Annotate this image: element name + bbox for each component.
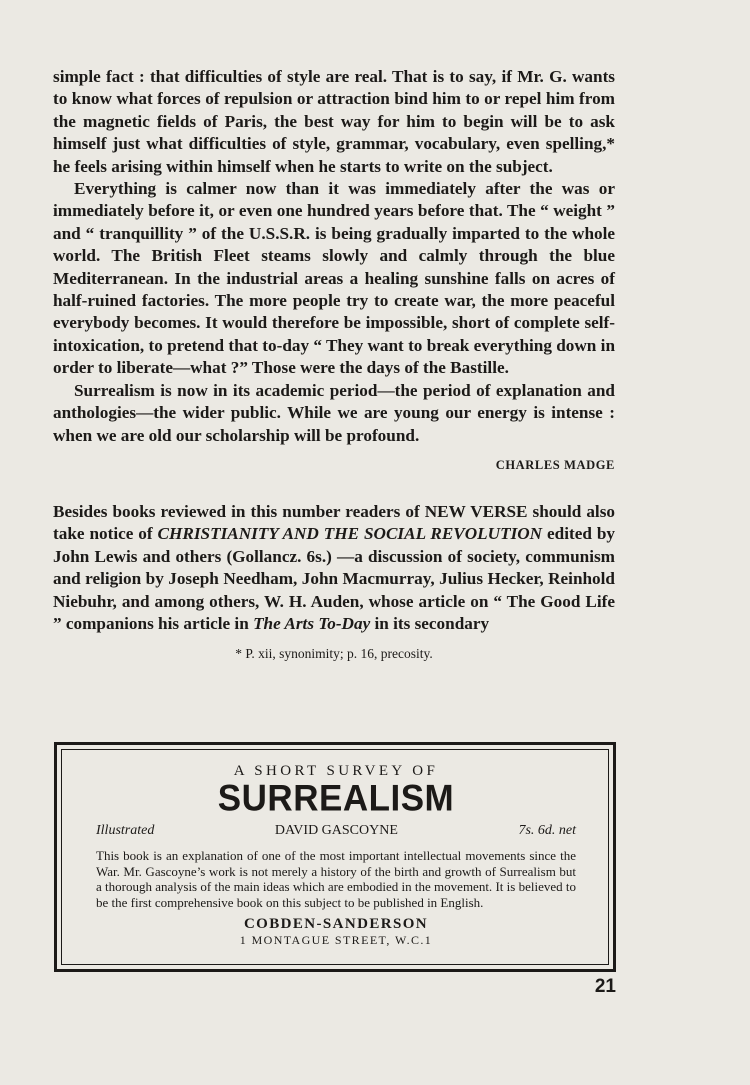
advert-address: 1 MONTAGUE STREET, W.C.1 <box>239 933 433 947</box>
article-paragraph-2: Everything is calmer now than it was immediately after the was or immediately before it, or even one hundred years before that. The “ weight ” and “ tranquillity ” of the U.S.S.R. is being gradually imparted to the whole world. The British Fleet steams slowly and calmly through the blue Mediterranean. In the industrial areas a healing sunshine falls on acres of half-ruined factories. The more people try to create war, the more peaceful everybody becomes. It would therefore be impossible, short of complete self-intoxication, to pretend that to-day “ They want to break everything down in order to liberate—what ?” Those were the days of the Bastille. <box>53 179 615 378</box>
advert-publisher: COBDEN-SANDERSON <box>243 916 429 932</box>
book-notice <box>53 501 615 635</box>
advert-title: SURREALISM <box>217 778 455 819</box>
advert-author: DAVID GASCOYNE <box>274 823 398 838</box>
footnote: * P. xii, synonimity; p. 16, precosity. <box>235 646 433 662</box>
advertisement-inner-frame <box>61 749 609 965</box>
advert-description: This book is an explanation of one of the most important intellectual movements since the War. Mr. Gascoyne’s work is not merely a history of the birth and growth of Surrealism but a thorough analysis of the main ideas which are embodied in the movement. It is believed to be the first comprehensive book on this subject to be published in English. <box>96 848 576 910</box>
page-content <box>53 66 615 662</box>
page-number: 21 <box>594 976 616 997</box>
notice-article-title: The Arts To-Day <box>253 613 371 633</box>
advert-meta-row <box>96 822 576 840</box>
notice-text-3: in its secondary <box>370 613 490 633</box>
advert-illustrated: Illustrated <box>96 823 155 838</box>
author-signature: CHARLES MADGE <box>495 457 615 472</box>
notice-text-1: Besides books reviewed in this number readers of NEW VERSE should also take notice of <box>53 501 615 544</box>
article-paragraph-3: Surrealism is now in its academic period—the period of explanation and anthologies—the wider public. While we are young our energy is intense : when we are old our scholarship will be profound. <box>53 380 615 445</box>
notice-book-title: CHRISTIANITY AND THE SOCIAL REVOLUTION <box>157 524 543 544</box>
advert-price: 7s. 6d. net <box>518 823 576 838</box>
book-advertisement <box>54 742 616 972</box>
advert-kicker: A SHORT SURVEY OF <box>233 763 439 779</box>
article-paragraph-1: simple fact : that difficulties of style are real. That is to say, if Mr. G. wants to know what forces of repulsion or attraction bind him to or repel him from the magnetic fields of Paris, the best way for him to begin will be to ask himself just what difficulties of style, grammar, vocabulary, even spelling,* he feels arising within himself when he starts to write on the subject. <box>53 67 615 176</box>
notice-text-2: edited by John Lewis and others (Gollancz. 6s.) —a discussion of society, communism and religion by Joseph Needham, John Macmurray, Julius Hecker, Reinhold Niebuhr, and among others, W. H. Auden, whose article on “ The Good Life ” companions his article in <box>53 524 616 633</box>
